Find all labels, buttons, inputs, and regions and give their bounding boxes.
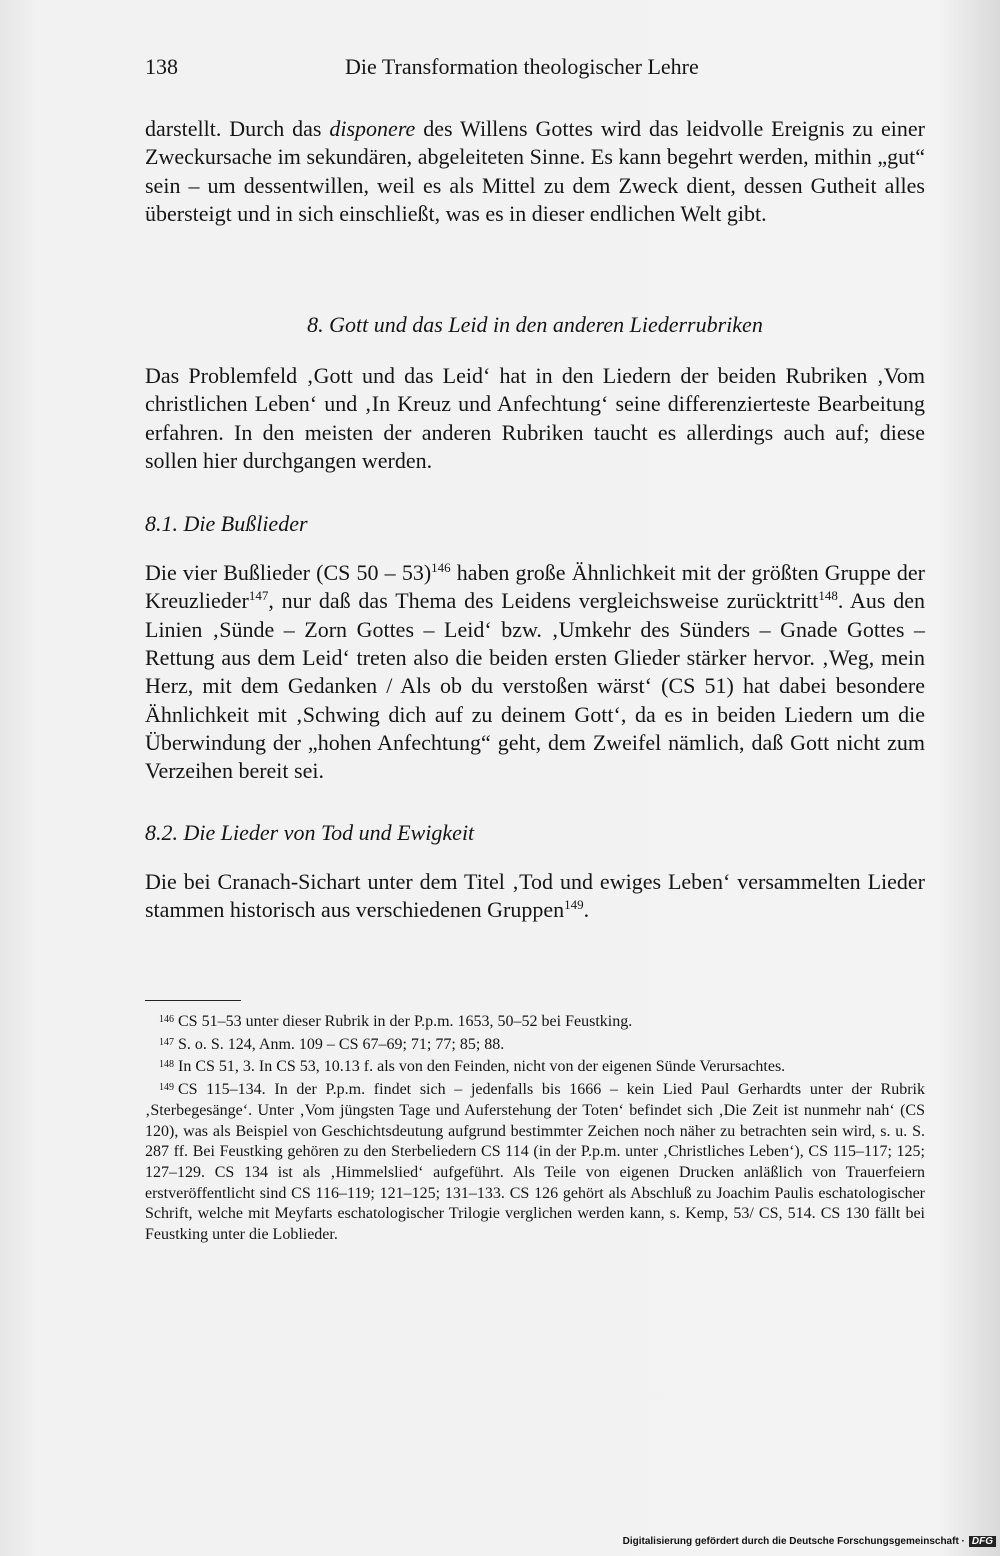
footnote-text: In CS 51, 3. In CS 53, 10.13 f. als von den Feinden, nicht von der eigenen Sünde Verursachtes.	[178, 1058, 786, 1076]
footnote-ref-147[interactable]: 147	[248, 588, 269, 604]
main-text	[145, 115, 925, 924]
running-title: Die Transformation theologischer Lehre	[345, 54, 699, 79]
text-run: Die vier Bußlieder (CS 50 – 53)	[145, 560, 432, 586]
footnote-divider	[145, 1000, 241, 1001]
section-8-1-paragraph	[145, 559, 925, 785]
page-number: 138	[145, 54, 178, 79]
footnote-146	[145, 1012, 925, 1033]
footnote-ref-149[interactable]: 149	[564, 896, 584, 912]
section-8-paragraph: Das Problemfeld ‚Gott und das Leid‘ hat in den Liedern der beiden Rubriken ‚Vom christlichen Leben‘ und ‚In Kreuz und Anfechtung‘ seine differenzierteste Bearbeitung erfahren. In den meisten der anderen Rubriken taucht es allerdings auch auf; diese sollen hier durchgangen werden.	[145, 363, 925, 473]
section-heading-8: 8. Gott und das Leid in den anderen Liederrubriken	[307, 312, 763, 337]
footnotes	[145, 1012, 925, 1248]
paragraph-continuation	[145, 115, 925, 257]
text-run: haben große Ähnlichkeit mit der größten Gruppe der Kreuzlieder	[145, 560, 925, 614]
dfg-logo: DFG	[969, 1536, 996, 1547]
text-run: .	[583, 896, 590, 922]
section-heading-8-1: 8.1. Die Bußlieder	[145, 511, 308, 537]
text-run: Die bei Cranach-Sichart unter dem Titel ‚Tod und ewiges Leben‘ versammelten Lieder stammen historisch aus verschiedenen Gruppen	[145, 868, 925, 922]
text-run: . Aus den Linien ‚Sünde – Zorn Gottes – Leid‘ bzw. ‚Umkehr des Sünders – Gnade Gottes – Rettung aus dem Leid‘ treten also die beiden ersten Glieder stärker hervor. ‚Weg, mein Herz, mit dem Gedanken / Als ob du verstoßen wärst‘ (CS 51) hat dabei besondere Ähnlichkeit mit ‚Schwing dich auf zu deinem Gott‘, da es in beiden Liedern um die Überwindung der „hohen Anfechtung“ geht, dem Zweifel nämlich, daß Gott nicht zum Verzeihen bereit sei.	[145, 588, 925, 784]
footnote-number: 147	[159, 1036, 174, 1048]
footnote-ref-148[interactable]: 148	[818, 588, 838, 604]
footnote-147	[145, 1035, 925, 1056]
credit-text: Digitalisierung gefördert durch die Deutsche Forschungsgemeinschaft	[622, 1536, 959, 1547]
text-run: des Willens Gottes wird das leidvolle Ereignis zu einer Zweckursache im sekundären, abgeleiteten Sinne. Es kann begehrt werden, mithin „gut“ sein – um dessentwillen, weil es als Mittel zu dem Zweck dient, dessen Gutheit alles übersteigt und in sich einschließt, was es in dieser endlichen Welt gibt.	[145, 116, 926, 226]
footnote-number: 146	[159, 1014, 174, 1025]
footnote-number: 149	[159, 1082, 174, 1094]
text-run: darstellt. Durch das	[145, 116, 330, 141]
section-heading-8-2: 8.2. Die Lieder von Tod und Ewigkeit	[145, 819, 475, 845]
section-8-2-paragraph	[145, 868, 925, 925]
footnote-148	[145, 1057, 925, 1078]
footnote-ref-146[interactable]: 146	[431, 560, 451, 576]
text-run: , nur daß das Thema des Leidens vergleichsweise zurücktritt	[268, 588, 819, 614]
running-header	[145, 54, 925, 84]
footnote-text: CS 51–53 unter dieser Rubrik in der P.p.m. 1653, 50–52 bei Feustking.	[178, 1013, 633, 1030]
footnote-number: 148	[159, 1059, 174, 1071]
footnote-text: S. o. S. 124, Anm. 109 – CS 67–69; 71; 77; 85; 88.	[178, 1035, 505, 1053]
digitization-credit: Digitalisierung gefördert durch die Deutsche Forschungsgemeinschaft · DFG	[623, 1536, 996, 1547]
footnote-149	[145, 1080, 925, 1246]
italic-term: disponere	[329, 116, 416, 141]
footnote-text: CS 115–134. In der P.p.m. findet sich – jedenfalls bis 1666 – kein Lied Paul Gerhardts unter der Rubrik ‚Sterbegesänge‘. Unter ‚Vom jüngsten Tage und Auferstehung der Toten‘ befindet sich ‚Die Zeit ist nunmehr nah‘ (CS 120), was als Beispiel von Geschichtsdeutung aufgrund bestimmter Zeichen noch näher zu betrachten sein wird, s. u. S. 287 ff. Bei Feustking gehören zu den Sterbeliedern CS 114 (in der P.p.m. unter ‚Christliches Leben‘), CS 115–117; 125; 127–129. CS 134 ist als ‚Himmelslied‘ aufgeführt. Als Teile von eigenen Drucken anläßlich von Trauerfeiern erstveröffentlicht sind CS 116–119; 121–125; 131–133. CS 126 gehört als Abschluß zu Joachim Paulis eschatologischer Schrift, welche mit Meyfarts eschatologischer Trilogie verglichen werden kann, s. Kemp, 53/ CS, 514. CS 130 fällt bei Feustking unter die Loblieder.	[145, 1081, 925, 1244]
